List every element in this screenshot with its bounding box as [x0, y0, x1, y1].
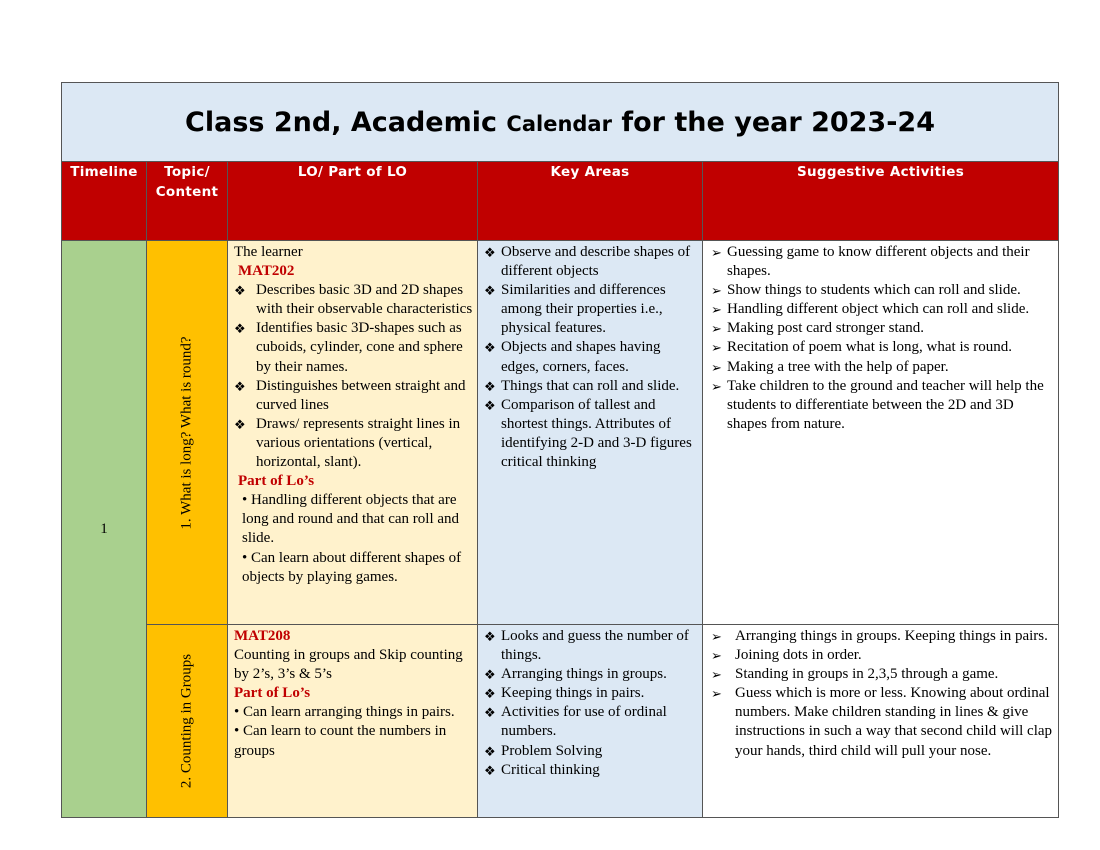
list-item: ❖ Problem Solving [484, 742, 698, 761]
diamond-icon: ❖ [484, 705, 496, 721]
arrow-icon: ➢ [711, 686, 722, 702]
page-title [62, 83, 1059, 162]
lo-code: MAT208 [234, 628, 291, 644]
arrow-icon: ➢ [711, 321, 722, 337]
list-item: ❖ Looks and guess the number of things. [484, 628, 689, 664]
header-key-areas: Key Areas [478, 162, 703, 241]
part-label: Part of Lo’s [234, 685, 311, 702]
list-item: ❖ Identifies basic 3D-shapes such as cuboids, cylinder, cone and sphere by their names. [234, 320, 463, 375]
list-item: ❖ Critical thinking [484, 761, 698, 780]
diamond-icon: ❖ [484, 397, 496, 413]
header-row [62, 162, 1059, 241]
diamond-icon: ❖ [484, 378, 496, 394]
arrow-icon: ➢ [711, 648, 722, 664]
key-list [484, 627, 698, 780]
list-item: ➢ Making a tree with the help of paper. [711, 358, 1054, 377]
list-item: ❖ Things that can roll and slide. [484, 377, 698, 396]
timeline-cell: 1 [62, 241, 147, 818]
diamond-icon: ❖ [234, 416, 246, 432]
part-item: • Handling different objects that are long and round and that can roll and slide. [242, 492, 460, 547]
activities-list [711, 627, 1054, 761]
arrow-icon: ➢ [711, 359, 722, 375]
list-item: ❖ Describes basic 3D and 2D shapes with their observable characteristics [234, 282, 473, 318]
list-item: ❖ Arranging things in groups. [484, 665, 698, 684]
activities-cell [703, 241, 1059, 625]
header-topic: Topic/ Content [147, 162, 228, 241]
topic-label: 2. Counting in Groups [178, 653, 195, 789]
list-item: ❖ Keeping things in pairs. [484, 684, 698, 703]
list-item: ❖ Comparison of tallest and shortest things. Attributes of identifying 2-D and 3-D figures critical thinking [484, 396, 692, 471]
key-areas-cell [478, 625, 703, 818]
diamond-icon: ❖ [484, 245, 496, 260]
part-item: • Can learn about different shapes of objects by playing games. [242, 549, 462, 585]
topic-cell [147, 625, 228, 818]
list-item: ➢ Guessing game to know different objects and their shapes. [711, 244, 1030, 280]
list-item: ➢ Joining dots in order. [711, 646, 1054, 665]
list-item: ➢ Standing in groups in 2,3,5 through a game. [711, 665, 1054, 684]
title-part3: for the year 2023-24 [611, 106, 935, 138]
lo-text: Counting in groups and Skip counting by 2’s, 3’s & 5’s [234, 647, 463, 683]
part-item: • Can learn arranging things in pairs. [234, 704, 455, 721]
table-row [62, 625, 1059, 818]
key-areas-cell [478, 241, 703, 625]
diamond-icon: ❖ [484, 667, 496, 683]
list-item: ❖ Distinguishes between straight and curved lines [234, 377, 466, 413]
arrow-icon: ➢ [711, 283, 722, 299]
diamond-icon: ❖ [234, 378, 246, 394]
diamond-icon: ❖ [234, 283, 246, 299]
list-item: ➢ Making post card stronger stand. [711, 319, 1054, 338]
header-lo: LO/ Part of LO [228, 162, 478, 241]
arrow-icon: ➢ [711, 302, 722, 318]
list-item: ➢ Guess which is more or less. Knowing about ordinal numbers. Make children standing in lines & give instructions in such a way that second child will clap your hands, third child will pull your nose. [711, 685, 1053, 759]
arrow-icon: ➢ [711, 667, 722, 683]
list-item: ❖ Similarities and differences among their properties i.e., physical features. [484, 282, 666, 337]
part-label: Part of Lo’s [238, 473, 315, 490]
part-item: • Can learn to count the numbers in groups [234, 723, 447, 759]
lo-cell [228, 241, 478, 625]
list-item: ❖ Activities for use of ordinal numbers. [484, 704, 667, 740]
key-list [484, 243, 698, 472]
diamond-icon: ❖ [484, 283, 496, 299]
header-timeline: Timeline [62, 162, 147, 241]
lo-list [234, 281, 473, 472]
title-part1: Class 2nd, Academic [185, 106, 507, 138]
lo-code: MAT202 [238, 263, 295, 280]
activities-cell [703, 625, 1059, 818]
academic-calendar-table [61, 82, 1059, 818]
diamond-icon: ❖ [484, 686, 496, 702]
list-item: ❖ Objects and shapes having edges, corners, faces. [484, 339, 661, 375]
arrow-icon: ➢ [711, 378, 722, 394]
diamond-icon: ❖ [484, 340, 496, 356]
diamond-icon: ❖ [234, 321, 246, 337]
lo-intro: The learner [234, 244, 303, 260]
activities-list [711, 243, 1054, 434]
topic-cell [147, 241, 228, 625]
list-item: ❖ Draws/ represents straight lines in various orientations (vertical, horizontal, slant). [234, 415, 461, 471]
arrow-icon: ➢ [711, 629, 722, 644]
table-row [62, 241, 1059, 625]
list-item: ➢ Handling different object which can roll and slide. [711, 300, 1054, 319]
arrow-icon: ➢ [711, 245, 722, 260]
diamond-icon: ❖ [484, 629, 496, 644]
list-item: ➢ Show things to students which can roll and slide. [711, 281, 1054, 300]
header-activities: Suggestive Activities [703, 162, 1059, 241]
arrow-icon: ➢ [711, 340, 722, 356]
list-item: ➢ Take children to the ground and teacher will help the students to differentiate between the 2D and 3D shapes from nature. [711, 377, 1044, 432]
list-item: ➢ Recitation of poem what is long, what is round. [711, 338, 1054, 357]
lo-cell [228, 625, 478, 818]
diamond-icon: ❖ [484, 762, 496, 778]
diamond-icon: ❖ [484, 743, 496, 759]
list-item: ➢ Arranging things in groups. Keeping things in pairs. [711, 627, 1054, 646]
topic-label: 1. What is long? What is round? [178, 335, 195, 530]
list-item: ❖ Observe and describe shapes of different objects [484, 244, 691, 280]
title-part2: Calendar [506, 111, 612, 136]
